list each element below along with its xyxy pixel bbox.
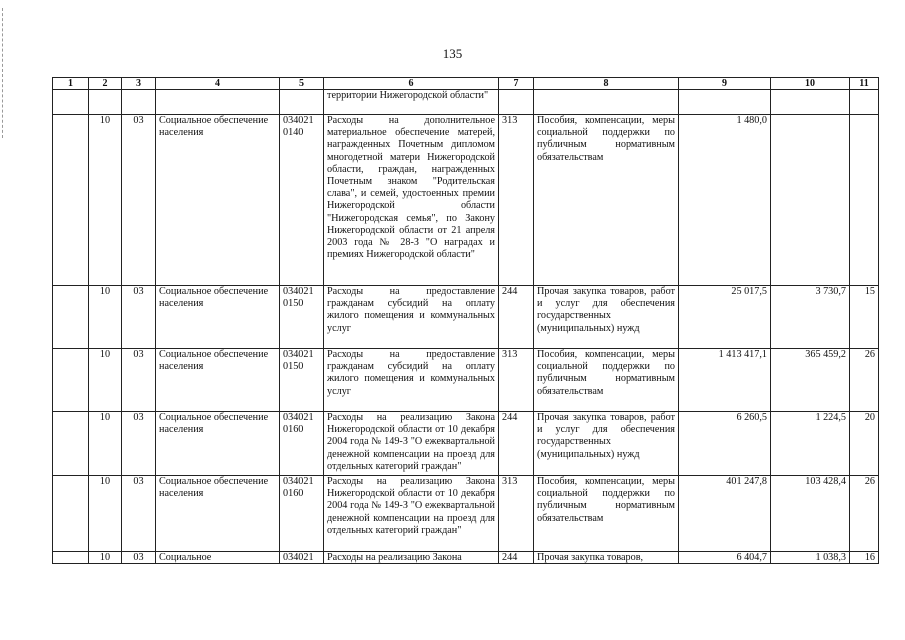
cell-expense-type-code: 313 <box>499 349 534 412</box>
budget-table <box>52 77 879 564</box>
cell-expense-description: Расходы на предоставление гражданам субсидий на оплату жилого помещения и коммунальных услуг <box>324 349 499 412</box>
cell-col1 <box>53 552 89 564</box>
cell-target-code: 034021 <box>280 552 324 564</box>
cell-section-name: Социальное обеспечение населения <box>156 115 280 286</box>
cell-expense-type-name <box>534 90 679 115</box>
table-row <box>53 90 879 115</box>
header-row <box>53 78 879 90</box>
cell-target-code: 034021 0150 <box>280 349 324 412</box>
cell-amount-col9: 6 404,7 <box>679 552 771 564</box>
table-row <box>53 286 879 349</box>
cell-col11: 20 <box>850 412 879 476</box>
table-row <box>53 115 879 286</box>
cell-amount-col10: 103 428,4 <box>771 476 850 552</box>
cell-section-name: Социальное обеспечение населения <box>156 286 280 349</box>
cell-expense-type-code: 244 <box>499 552 534 564</box>
cell-col1 <box>53 412 89 476</box>
cell-section: 10 <box>89 286 122 349</box>
cell-col11 <box>850 115 879 286</box>
cell-expense-type-code: 244 <box>499 286 534 349</box>
cell-expense-type-name: Пособия, компенсации, меры социальной поддержки по публичным нормативным обязательствам <box>534 115 679 286</box>
cell-target-code: 034021 0140 <box>280 115 324 286</box>
cell-section-name: Социальное обеспечение населения <box>156 412 280 476</box>
cell-col11: 15 <box>850 286 879 349</box>
cell-amount-col9: 1 480,0 <box>679 115 771 286</box>
cell-col11 <box>850 90 879 115</box>
cell-expense-description: Расходы на реализацию Закона Нижегородской области от 10 декабря 2004 года № 149-З "О ежеквартальной денежной компенсации на проезд для отдельных категорий граждан" <box>324 476 499 552</box>
cell-subsection: 03 <box>122 349 156 412</box>
cell-expense-type-code: 313 <box>499 476 534 552</box>
column-header: 5 <box>280 78 324 90</box>
page-number: 135 <box>442 46 463 61</box>
column-header: 6 <box>324 78 499 90</box>
cell-target-code: 034021 0160 <box>280 476 324 552</box>
cell-expense-type-name: Пособия, компенсации, меры социальной поддержки по публичным нормативным обязательствам <box>534 476 679 552</box>
column-header: 2 <box>89 78 122 90</box>
cell-expense-type-code: 313 <box>499 115 534 286</box>
cell-expense-type-code: 244 <box>499 412 534 476</box>
cell-amount-col9: 6 260,5 <box>679 412 771 476</box>
scan-edge-mark <box>2 8 4 138</box>
cell-expense-type-code <box>499 90 534 115</box>
table-row <box>53 476 879 552</box>
cell-subsection: 03 <box>122 115 156 286</box>
cell-subsection: 03 <box>122 476 156 552</box>
column-header: 1 <box>53 78 89 90</box>
cell-section <box>89 90 122 115</box>
cell-col11: 16 <box>850 552 879 564</box>
cell-amount-col10: 3 730,7 <box>771 286 850 349</box>
column-header: 8 <box>534 78 679 90</box>
cell-subsection: 03 <box>122 552 156 564</box>
table-row <box>53 412 879 476</box>
column-header: 11 <box>850 78 879 90</box>
cell-subsection <box>122 90 156 115</box>
cell-subsection: 03 <box>122 286 156 349</box>
column-header: 3 <box>122 78 156 90</box>
cell-expense-description: Расходы на предоставление гражданам субсидий на оплату жилого помещения и коммунальных услуг <box>324 286 499 349</box>
column-header: 4 <box>156 78 280 90</box>
cell-expense-type-name: Прочая закупка товаров, <box>534 552 679 564</box>
cell-section-name <box>156 90 280 115</box>
cell-col1 <box>53 476 89 552</box>
cell-col1 <box>53 90 89 115</box>
cell-col1 <box>53 349 89 412</box>
cell-amount-col9 <box>679 90 771 115</box>
column-header: 10 <box>771 78 850 90</box>
cell-section-name: Социальное обеспечение населения <box>156 349 280 412</box>
column-header: 9 <box>679 78 771 90</box>
cell-section-name: Социальное обеспечение населения <box>156 476 280 552</box>
cell-section-name: Социальное <box>156 552 280 564</box>
cell-target-code: 034021 0160 <box>280 412 324 476</box>
column-header: 7 <box>499 78 534 90</box>
cell-amount-col10 <box>771 115 850 286</box>
cell-subsection: 03 <box>122 412 156 476</box>
cell-col11: 26 <box>850 349 879 412</box>
cell-amount-col10: 1 224,5 <box>771 412 850 476</box>
cell-section: 10 <box>89 412 122 476</box>
cell-col1 <box>53 115 89 286</box>
cell-expense-description: территории Нижегородской области" <box>324 90 499 115</box>
cell-amount-col10 <box>771 90 850 115</box>
cell-amount-col10: 1 038,3 <box>771 552 850 564</box>
cell-section: 10 <box>89 115 122 286</box>
cell-expense-type-name: Пособия, компенсации, меры социальной поддержки по публичным нормативным обязательствам <box>534 349 679 412</box>
cell-expense-type-name: Прочая закупка товаров, работ и услуг для обеспечения государственных (муниципальных) нужд <box>534 286 679 349</box>
cell-expense-description: Расходы на реализацию Закона <box>324 552 499 564</box>
cell-expense-description: Расходы на реализацию Закона Нижегородской области от 10 декабря 2004 года № 149-З "О ежеквартальной денежной компенсации на проезд для отдельных категорий граждан" <box>324 412 499 476</box>
cell-col11: 26 <box>850 476 879 552</box>
cell-target-code: 034021 0150 <box>280 286 324 349</box>
cell-amount-col9: 401 247,8 <box>679 476 771 552</box>
cell-expense-type-name: Прочая закупка товаров, работ и услуг для обеспечения государственных (муниципальных) нужд <box>534 412 679 476</box>
cell-amount-col9: 1 413 417,1 <box>679 349 771 412</box>
cell-section: 10 <box>89 349 122 412</box>
cell-col1 <box>53 286 89 349</box>
cell-amount-col9: 25 017,5 <box>679 286 771 349</box>
cell-section: 10 <box>89 476 122 552</box>
cell-target-code <box>280 90 324 115</box>
cell-amount-col10: 365 459,2 <box>771 349 850 412</box>
cell-section: 10 <box>89 552 122 564</box>
cell-expense-description: Расходы на дополнительное материальное обеспечение матерей, награжденных Почетным дипломом многодетной матери Нижегородской области, граждан, награжденных Почетным знаком "Родительская слава", и семей, удостоенных премии Нижегородской области "Нижегородская семья", по Закону Нижегородской области от 21 апреля 2003 года № 28-З "О наградах и премиях Нижегородской области" <box>324 115 499 286</box>
table-row <box>53 552 879 564</box>
table-row <box>53 349 879 412</box>
